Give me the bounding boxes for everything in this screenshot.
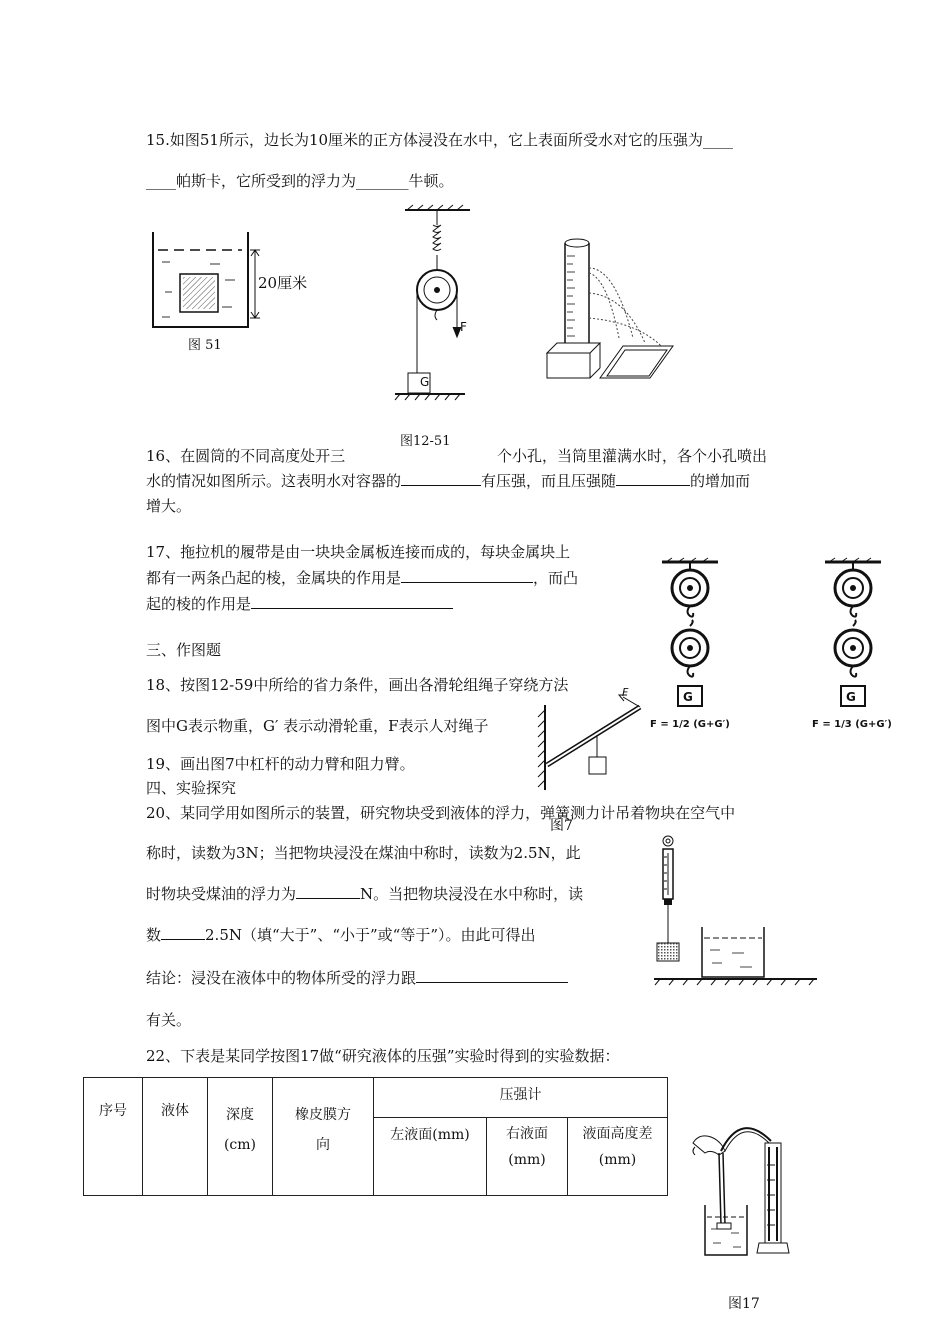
- q17-line1: 17、拖拉机的履带是由一块块金属板连接而成的，每块金属块上: [146, 543, 571, 561]
- section-3-heading: 三、作图题: [146, 641, 222, 659]
- q20-line1: 20、某同学用如图所示的装置，研究物块受到液体的浮力，弹簧测力计吊着物块在空气中: [146, 804, 736, 822]
- q22-line: 22、下表是某同学按图17做“研究液体的压强”实验时得到的实验数据：: [146, 1047, 620, 1065]
- q16-line2c: 的增加而: [690, 472, 751, 490]
- col-liquid-header: 液体: [143, 1078, 208, 1196]
- q20-line4b: 2.5N（填“大于”、“小于”或“等于”）。由此可得出: [205, 926, 536, 944]
- q16-blank2[interactable]: [616, 471, 690, 486]
- q16-line1b: 个小孔，当筒里灌满水时，各个小孔喷出: [497, 447, 768, 465]
- q20-line5-text: 结论：浸没在液体中的物体所受的浮力跟: [146, 969, 417, 987]
- pulley-force-label: F: [460, 320, 467, 334]
- pulley-left-weight-label: G: [683, 690, 693, 704]
- q20-blank1[interactable]: [296, 884, 360, 899]
- q20-line3a: 时物块受煤油的浮力为: [146, 885, 297, 903]
- q16-line3: 增大。: [146, 497, 192, 515]
- fig51-caption: 图 51: [188, 338, 222, 353]
- pulley-right-formula: F = 1/3 (G+G′): [812, 719, 892, 730]
- experiment-data-table: [83, 1077, 668, 1196]
- q20-line6: 有关。: [146, 1011, 192, 1029]
- q16-line2a: 水的情况如图所示。这表明水对容器的: [146, 472, 402, 490]
- q16-blank1[interactable]: [401, 471, 481, 486]
- spring-scale-beaker-diagram: [652, 835, 822, 995]
- pulley-right-weight-label: G: [846, 690, 856, 704]
- q20-line4: [146, 925, 536, 945]
- fig7-force-label: F: [622, 686, 629, 699]
- col-membrane-header: 橡皮膜方 向: [273, 1078, 374, 1196]
- fig7-caption: 图7: [550, 818, 573, 834]
- q18-line2: 图中G表示物重，G′ 表示动滑轮重，F表示人对绳子: [146, 717, 489, 735]
- q17-line2a: 都有一两条凸起的棱，金属块的作用是: [146, 569, 402, 587]
- fig17-pressure-gauge-diagram: [685, 1125, 805, 1285]
- q16-line2b: 有压强，而且压强随: [481, 472, 617, 490]
- col-gauge-header: 压强计: [374, 1078, 668, 1118]
- q18-line1: 18、按图12-59中所给的省力条件，画出各滑轮组绳子穿绕方法: [146, 676, 569, 694]
- col-index-header: 序号: [84, 1078, 143, 1196]
- q20-line4a: 数: [146, 926, 162, 944]
- q17-line2b: ，而凸: [533, 569, 579, 587]
- q20-blank3[interactable]: [416, 968, 568, 983]
- q20-line3b: N。当把物块浸没在水中称时，读: [360, 885, 584, 903]
- pulley-left-formula: F = 1/2 (G+G′): [650, 719, 730, 730]
- fig-12-51-pulley-diagram: [395, 205, 485, 405]
- q20-line3: [146, 884, 583, 904]
- q15-line1: 15.如图51所示，边长为10厘米的正方体浸没在水中，它上表面所受水对它的压强为____: [146, 131, 734, 149]
- fig17-caption: 图17: [728, 1296, 760, 1312]
- q17-line3-text: 起的棱的作用是: [146, 595, 252, 613]
- col-diff-header: 液面高度差 (mm): [568, 1118, 668, 1196]
- q16-line2: [146, 471, 750, 491]
- fig-12-51-caption: 图12-51: [400, 434, 451, 449]
- pulley-weight-label: G: [420, 375, 430, 389]
- fig7-lever-diagram: [535, 685, 655, 795]
- q17-blank2[interactable]: [251, 594, 453, 609]
- q17-line3: [146, 594, 453, 614]
- section-4-heading: 四、实验探究: [146, 779, 237, 797]
- fig51-dimension-label: 20厘米: [258, 274, 308, 292]
- col-left-header: 左液面(mm): [374, 1118, 487, 1196]
- col-depth-header: 深度 (cm): [208, 1078, 273, 1196]
- cylinder-water-jets-diagram: [545, 238, 675, 383]
- q17-blank1[interactable]: [401, 568, 533, 583]
- q19-line: 19、画出图7中杠杆的动力臂和阻力臂。: [146, 755, 415, 773]
- q20-line5: [146, 968, 568, 988]
- col-right-header: 右液面 (mm): [487, 1118, 568, 1196]
- q17-line2: [146, 568, 578, 588]
- q20-blank2[interactable]: [161, 925, 205, 940]
- q20-line2: 称时，读数为3N；当把物块浸没在煤油中称时，读数为2.5N，此: [146, 844, 581, 862]
- q15-line2: ____帕斯卡，它所受到的浮力为_______牛顿。: [146, 172, 454, 190]
- q16-line1a: 16、在圆筒的不同高度处开三: [146, 447, 346, 465]
